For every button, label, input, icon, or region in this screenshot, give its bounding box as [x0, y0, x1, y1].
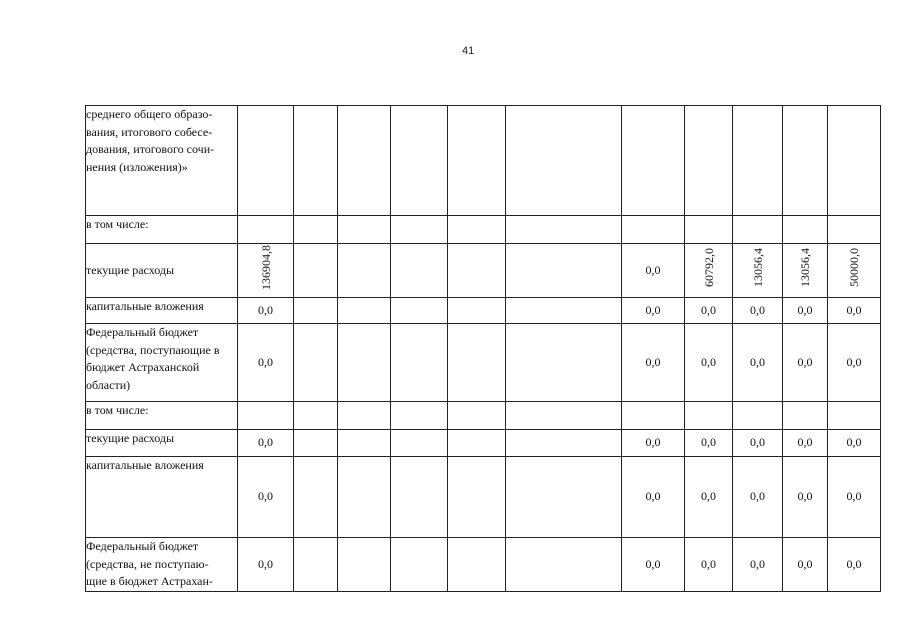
empty-cell	[733, 216, 783, 244]
empty-cell	[506, 538, 622, 592]
value-cell	[238, 457, 294, 538]
empty-cell	[238, 216, 294, 244]
empty-cell	[294, 402, 338, 430]
empty-cell	[448, 106, 506, 216]
empty-cell	[294, 430, 338, 457]
cell-value: 0,0	[797, 489, 813, 504]
empty-cell	[338, 106, 391, 216]
value-cell	[733, 298, 783, 324]
budget-table	[85, 105, 881, 592]
cell-value: 0,0	[258, 354, 273, 369]
value-cell	[685, 457, 733, 538]
table-row	[86, 457, 881, 538]
value-cell	[685, 324, 733, 402]
row-label-line: (средства, поступающие в	[86, 342, 220, 357]
empty-cell	[338, 430, 391, 457]
row-label	[86, 457, 238, 538]
table-row	[86, 106, 881, 216]
empty-cell	[506, 457, 622, 538]
empty-cell	[685, 402, 733, 430]
row-label-line: в том числе:	[86, 217, 149, 231]
empty-cell	[448, 244, 506, 298]
value-cell	[783, 324, 828, 402]
empty-cell	[783, 216, 828, 244]
empty-cell	[294, 457, 338, 538]
row-label-line: бюджет Астраханской	[86, 360, 200, 374]
cell-value: 60792,0	[701, 248, 716, 288]
table-row	[86, 324, 881, 402]
table-row	[86, 430, 881, 457]
empty-cell	[338, 538, 391, 592]
cell-value: 0,0	[701, 556, 716, 571]
value-cell	[685, 244, 733, 298]
value-cell	[238, 430, 294, 457]
page-number: 41	[462, 45, 475, 57]
cell-value: 0,0	[846, 354, 862, 369]
value-cell	[783, 244, 828, 298]
row-label-line: в том числе:	[86, 403, 149, 417]
cell-value: 0,0	[645, 435, 661, 450]
empty-cell	[448, 324, 506, 402]
cell-value: 136904,8	[258, 245, 273, 291]
empty-cell	[338, 457, 391, 538]
empty-cell	[391, 216, 448, 244]
cell-value: 0,0	[750, 435, 765, 450]
cell-value: 0,0	[645, 489, 661, 504]
cell-value: 0,0	[750, 556, 765, 571]
empty-cell	[294, 216, 338, 244]
empty-cell	[338, 244, 391, 298]
empty-cell	[828, 402, 881, 430]
table-row	[86, 216, 881, 244]
row-label-line: текущие расходы	[86, 262, 175, 277]
empty-cell	[448, 457, 506, 538]
cell-value: 0,0	[258, 556, 273, 571]
cell-value: 0,0	[797, 302, 813, 317]
empty-cell	[448, 538, 506, 592]
empty-cell	[391, 457, 448, 538]
value-cell	[733, 538, 783, 592]
empty-cell	[391, 106, 448, 216]
empty-cell	[448, 402, 506, 430]
value-cell	[622, 244, 685, 298]
empty-cell	[828, 216, 881, 244]
empty-cell	[733, 106, 783, 216]
empty-cell	[338, 298, 391, 324]
value-cell	[238, 538, 294, 592]
row-label-line: щие в бюджет Астрахан-	[86, 574, 213, 588]
value-cell	[733, 244, 783, 298]
value-cell	[828, 298, 881, 324]
empty-cell	[391, 430, 448, 457]
empty-cell	[685, 106, 733, 216]
cell-value: 0,0	[846, 435, 862, 450]
value-cell	[622, 298, 685, 324]
value-cell	[783, 430, 828, 457]
value-cell	[783, 298, 828, 324]
cell-value: 0,0	[750, 302, 765, 317]
value-cell	[828, 430, 881, 457]
cell-value: 13056,4	[798, 248, 812, 288]
row-label	[86, 106, 238, 216]
row-label-line: текущие расходы	[86, 431, 175, 445]
row-label-line: среднего общего образо-	[86, 107, 213, 121]
cell-value: 0,0	[645, 302, 661, 317]
row-label	[86, 298, 238, 324]
cell-value: 0,0	[645, 354, 661, 369]
value-cell	[783, 538, 828, 592]
empty-cell	[338, 402, 391, 430]
empty-cell	[828, 106, 881, 216]
table-row	[86, 244, 881, 298]
value-cell	[685, 430, 733, 457]
cell-value: 0,0	[750, 354, 765, 369]
empty-cell	[506, 324, 622, 402]
empty-cell	[783, 402, 828, 430]
empty-cell	[294, 538, 338, 592]
cell-value: 0,0	[846, 556, 862, 571]
empty-cell	[294, 106, 338, 216]
table-body	[86, 106, 881, 592]
row-label-line: капитальные вложения	[86, 299, 204, 313]
empty-cell	[391, 402, 448, 430]
cell-value: 0,0	[846, 302, 862, 317]
row-label	[86, 244, 238, 298]
value-cell	[828, 457, 881, 538]
cell-value: 0,0	[797, 354, 813, 369]
value-cell	[622, 324, 685, 402]
empty-cell	[448, 430, 506, 457]
empty-cell	[238, 106, 294, 216]
table-row	[86, 538, 881, 592]
value-cell	[828, 324, 881, 402]
value-cell	[783, 457, 828, 538]
row-label	[86, 216, 238, 244]
row-label-line: (средства, не поступаю-	[86, 556, 209, 571]
empty-cell	[685, 216, 733, 244]
row-label-line: Федеральный бюджет	[86, 325, 199, 339]
cell-value: 0,0	[797, 556, 813, 571]
empty-cell	[294, 298, 338, 324]
cell-value: 0,0	[645, 262, 661, 277]
cell-value: 0,0	[258, 435, 273, 450]
row-label	[86, 538, 238, 592]
empty-cell	[338, 216, 391, 244]
cell-value: 0,0	[797, 435, 813, 450]
value-cell	[238, 324, 294, 402]
cell-value: 0,0	[701, 354, 716, 369]
row-label-line: области)	[86, 377, 131, 392]
row-label	[86, 430, 238, 457]
empty-cell	[391, 324, 448, 402]
value-cell	[685, 538, 733, 592]
empty-cell	[506, 298, 622, 324]
cell-value: 0,0	[750, 489, 765, 504]
empty-cell	[238, 402, 294, 430]
row-label	[86, 324, 238, 402]
row-label-line: дования, итогового сочи-	[86, 142, 215, 156]
row-label-line: вания, итогового собесе-	[86, 124, 213, 139]
value-cell	[622, 430, 685, 457]
table-row	[86, 298, 881, 324]
cell-value: 50000,0	[847, 248, 861, 288]
value-cell	[828, 538, 881, 592]
empty-cell	[338, 324, 391, 402]
cell-value: 0,0	[258, 489, 273, 504]
cell-value: 0,0	[701, 302, 716, 317]
cell-value: 13056,4	[750, 248, 765, 288]
empty-cell	[506, 216, 622, 244]
value-cell	[733, 430, 783, 457]
empty-cell	[448, 216, 506, 244]
value-cell	[238, 298, 294, 324]
value-cell	[733, 324, 783, 402]
table-row	[86, 402, 881, 430]
cell-value: 0,0	[701, 435, 716, 450]
cell-value: 0,0	[846, 489, 862, 504]
empty-cell	[294, 244, 338, 298]
cell-value: 0,0	[645, 556, 661, 571]
empty-cell	[506, 430, 622, 457]
empty-cell	[506, 244, 622, 298]
value-cell	[622, 457, 685, 538]
row-label-line: нения (изложения)»	[86, 159, 188, 174]
empty-cell	[391, 298, 448, 324]
empty-cell	[622, 402, 685, 430]
empty-cell	[622, 216, 685, 244]
empty-cell	[391, 244, 448, 298]
row-label	[86, 402, 238, 430]
cell-value: 0,0	[258, 302, 273, 317]
empty-cell	[391, 538, 448, 592]
empty-cell	[622, 106, 685, 216]
value-cell	[622, 538, 685, 592]
row-label-line: капитальные вложения	[86, 458, 204, 472]
value-cell	[733, 457, 783, 538]
cell-value: 0,0	[701, 489, 716, 504]
row-label-line: Федеральный бюджет	[86, 539, 199, 553]
empty-cell	[448, 298, 506, 324]
empty-cell	[506, 402, 622, 430]
value-cell	[238, 244, 294, 298]
empty-cell	[733, 402, 783, 430]
value-cell	[828, 244, 881, 298]
empty-cell	[506, 106, 622, 216]
empty-cell	[294, 324, 338, 402]
value-cell	[685, 298, 733, 324]
empty-cell	[783, 106, 828, 216]
